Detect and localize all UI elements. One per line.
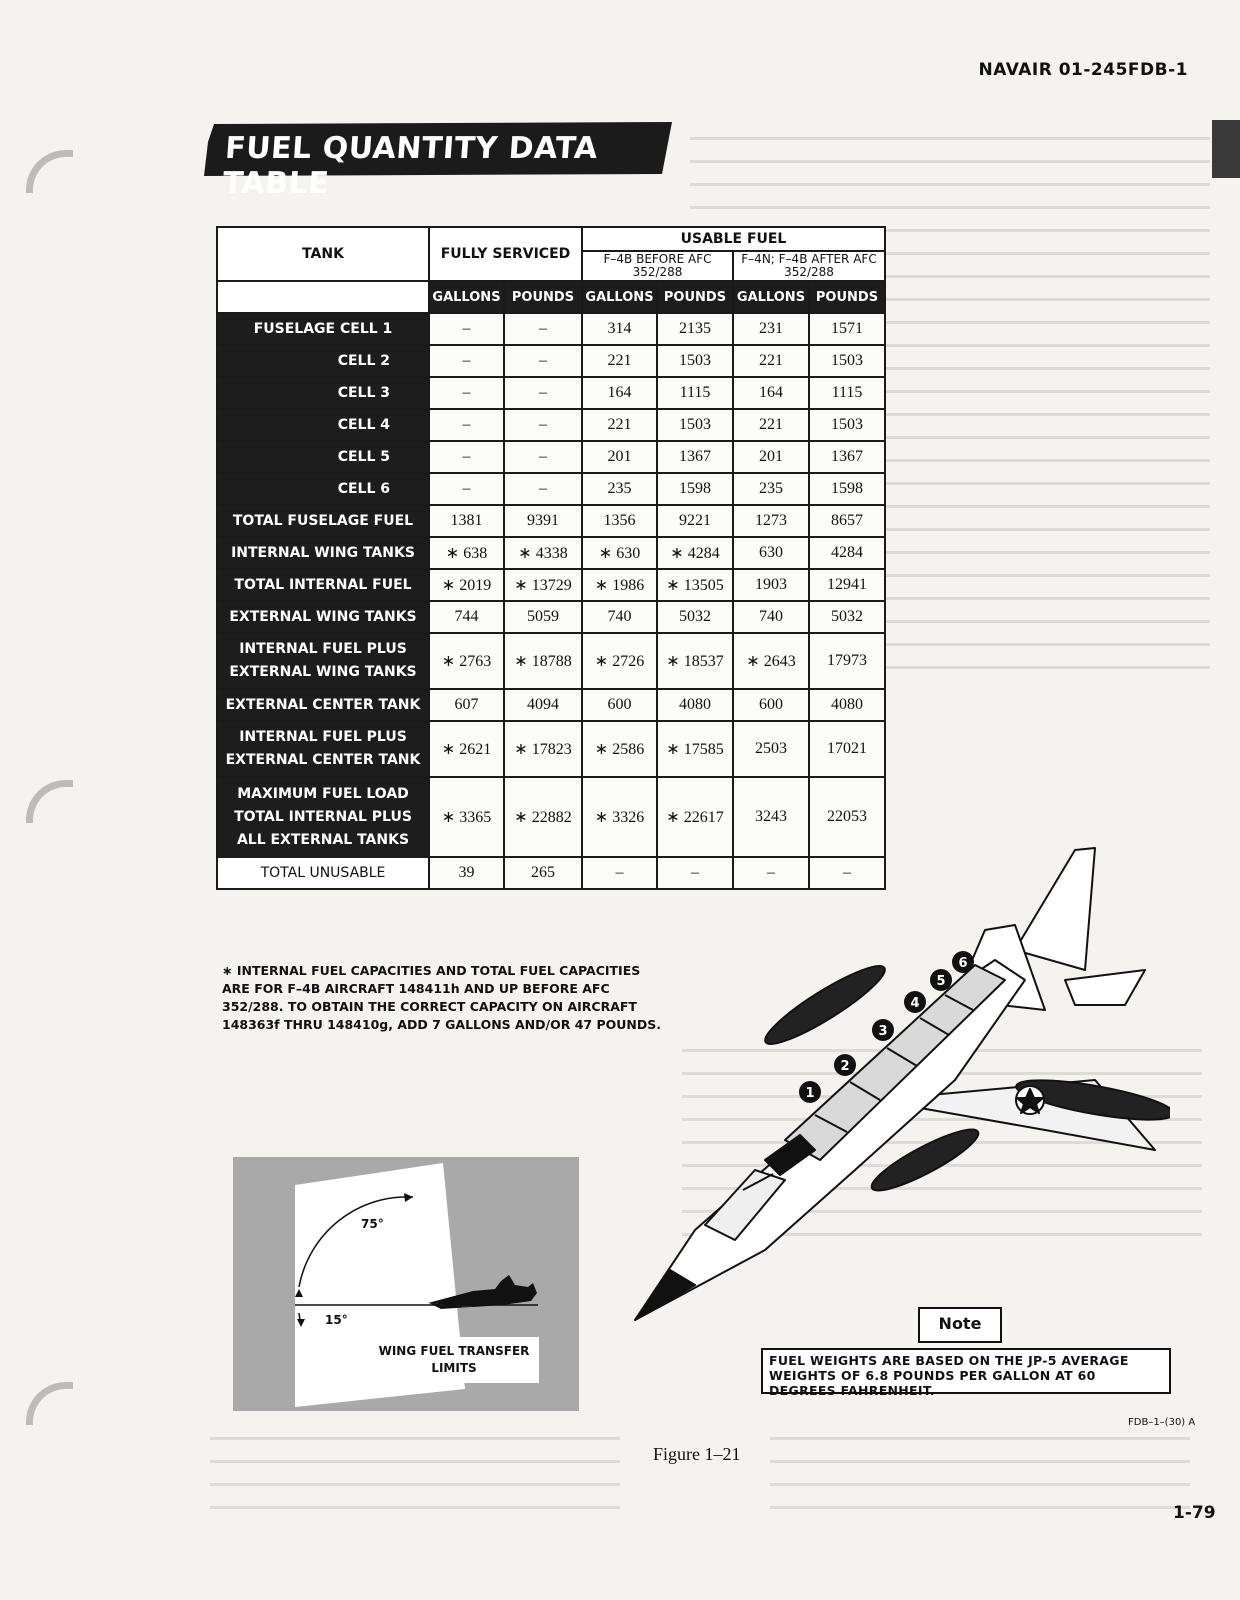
tank-label: INTERNAL WING TANKS <box>217 537 429 569</box>
table-cell: – <box>429 441 504 473</box>
table-cell: 1503 <box>657 409 733 441</box>
table-cell: 164 <box>582 377 657 409</box>
table-cell: 1503 <box>809 345 885 377</box>
figure-caption: Figure 1–21 <box>653 1444 741 1464</box>
table-cell: 740 <box>582 601 657 633</box>
table-cell: ∗ 13505 <box>657 569 733 601</box>
table-row <box>217 633 885 689</box>
table-cell: – <box>429 409 504 441</box>
tank-label-line: INTERNAL FUEL PLUS <box>239 729 407 745</box>
table-cell: 4080 <box>809 689 885 721</box>
tank-label-line: TOTAL INTERNAL PLUS <box>234 808 412 825</box>
table-row <box>217 721 885 777</box>
table-cell: 231 <box>733 313 809 345</box>
tank-label-line: INTERNAL FUEL PLUS <box>239 641 407 657</box>
tank-label <box>217 633 429 689</box>
table-cell: ∗ 18788 <box>504 633 582 689</box>
wing-fuel-transfer-limits-diagram <box>233 1157 579 1411</box>
table-cell: – <box>504 313 582 345</box>
table-cell: ∗ 2586 <box>582 721 657 777</box>
table-cell: ∗ 2763 <box>429 633 504 689</box>
binder-hole <box>26 780 73 823</box>
table-cell: 221 <box>582 409 657 441</box>
table-cell: 1903 <box>733 569 809 601</box>
table-cell: 5032 <box>809 601 885 633</box>
table-cell: 221 <box>582 345 657 377</box>
angle-up-label: 75° <box>361 1217 384 1231</box>
table-cell: ∗ 2019 <box>429 569 504 601</box>
title-text: FUEL QUANTITY DATA TABLE <box>221 131 600 201</box>
table-cell: ∗ 17823 <box>504 721 582 777</box>
table-cell: 314 <box>582 313 657 345</box>
fuel-cell-marker: 4 <box>910 996 920 1011</box>
table-cell: 4284 <box>809 537 885 569</box>
table-cell: – <box>504 345 582 377</box>
table-cell: 1571 <box>809 313 885 345</box>
table-cell: – <box>429 473 504 505</box>
table-cell: 1115 <box>809 377 885 409</box>
page-title <box>204 122 674 201</box>
table-cell: ∗ 2643 <box>733 633 809 689</box>
table-cell: 5059 <box>504 601 582 633</box>
tank-label: CELL 5 <box>217 441 429 473</box>
table-cell: 4094 <box>504 689 582 721</box>
table-cell: 22053 <box>809 777 885 857</box>
table-cell: 39 <box>429 857 504 889</box>
table-cell: 1273 <box>733 505 809 537</box>
table-cell: ∗ 17585 <box>657 721 733 777</box>
binder-hole <box>26 1382 73 1425</box>
table-cell: ∗ 22882 <box>504 777 582 857</box>
table-row <box>217 537 885 569</box>
tank-label: EXTERNAL CENTER TANK <box>217 689 429 721</box>
table-cell: 221 <box>733 345 809 377</box>
tank-label-line: EXTERNAL WING TANKS <box>229 664 417 680</box>
table-row <box>217 409 885 441</box>
table-cell: 3243 <box>733 777 809 857</box>
usable-after-afc-header: F–4N; F–4B AFTER AFC 352/288 <box>733 251 885 281</box>
table-cell: 201 <box>733 441 809 473</box>
table-cell: 201 <box>582 441 657 473</box>
tank-label <box>217 777 429 857</box>
table-cell: 1367 <box>657 441 733 473</box>
fuel-cell-marker: 5 <box>936 974 946 989</box>
table-cell: 235 <box>582 473 657 505</box>
table-row <box>217 313 885 345</box>
table-cell: 1598 <box>809 473 885 505</box>
table-cell: 1381 <box>429 505 504 537</box>
fuel-table-body <box>217 313 885 889</box>
table-cell: 9221 <box>657 505 733 537</box>
table-cell: – <box>504 409 582 441</box>
show-through-text <box>210 1428 620 1528</box>
tank-label-line: ALL EXTERNAL TANKS <box>236 831 410 848</box>
unit-header: GALLONS <box>429 281 504 313</box>
table-cell: – <box>809 857 885 889</box>
fuel-cell-marker: 3 <box>878 1024 888 1039</box>
table-cell: 1503 <box>809 409 885 441</box>
table-cell: – <box>504 441 582 473</box>
table-cell: 17021 <box>809 721 885 777</box>
table-cell: ∗ 18537 <box>657 633 733 689</box>
table-cell: – <box>733 857 809 889</box>
table-cell: ∗ 4284 <box>657 537 733 569</box>
table-cell: 8657 <box>809 505 885 537</box>
wing-transfer-caption <box>369 1337 539 1383</box>
table-cell: – <box>429 377 504 409</box>
table-cell: 4080 <box>657 689 733 721</box>
table-footnote: ∗ INTERNAL FUEL CAPACITIES AND TOTAL FUEL CAPACITIES ARE FOR F–4B AIRCRAFT 148411h AND UP BEFORE AFC 352/288. TO OBTAIN THE CORRECT CAPACITY ON AIRCRAFT 148363f THRU 148410g, ADD 7 GALLONS AND/OR 47 POUNDS. <box>222 963 661 1032</box>
tank-label-line: MAXIMUM FUEL LOAD <box>237 785 409 802</box>
tank-header-spacer <box>217 281 429 313</box>
table-cell: 1356 <box>582 505 657 537</box>
binder-hole <box>26 150 73 193</box>
tank-label: CELL 3 <box>217 377 429 409</box>
f4-aircraft-illustration <box>625 830 1170 1350</box>
table-cell: 12941 <box>809 569 885 601</box>
tank-label: TOTAL INTERNAL FUEL <box>217 569 429 601</box>
table-cell: 600 <box>582 689 657 721</box>
unit-header: GALLONS <box>733 281 809 313</box>
section-tab <box>1212 120 1240 178</box>
fuel-quantity-table <box>216 226 886 890</box>
table-cell: 630 <box>733 537 809 569</box>
table-cell: 1503 <box>657 345 733 377</box>
table-cell: ∗ 4338 <box>504 537 582 569</box>
table-row <box>217 689 885 721</box>
unit-header: POUNDS <box>657 281 733 313</box>
table-cell: 1367 <box>809 441 885 473</box>
fuel-cell-marker: 1 <box>805 1086 815 1101</box>
table-cell: ∗ 2621 <box>429 721 504 777</box>
tank-label: CELL 2 <box>217 345 429 377</box>
fuel-cell-marker: 6 <box>958 956 968 971</box>
table-cell: ∗ 3365 <box>429 777 504 857</box>
table-cell: ∗ 22617 <box>657 777 733 857</box>
table-cell: ∗ 3326 <box>582 777 657 857</box>
tank-label: TOTAL FUSELAGE FUEL <box>217 505 429 537</box>
table-cell: 2503 <box>733 721 809 777</box>
usable-fuel-header: USABLE FUEL <box>582 227 885 251</box>
tank-label: FUSELAGE CELL 1 <box>217 313 429 345</box>
table-cell: – <box>429 313 504 345</box>
table-cell: ∗ 1986 <box>582 569 657 601</box>
table-cell: 1115 <box>657 377 733 409</box>
tank-label: TOTAL UNUSABLE <box>217 857 429 889</box>
table-row <box>217 377 885 409</box>
caption-line: LIMITS <box>431 1361 477 1375</box>
table-cell: ∗ 13729 <box>504 569 582 601</box>
table-cell: ∗ 630 <box>582 537 657 569</box>
note-text: FUEL WEIGHTS ARE BASED ON THE JP-5 AVERAGE WEIGHTS OF 6.8 POUNDS PER GALLON AT 60 DEGREES FAHRENHEIT. <box>761 1348 1171 1394</box>
tank-label: EXTERNAL WING TANKS <box>217 601 429 633</box>
table-row <box>217 441 885 473</box>
table-cell: – <box>504 377 582 409</box>
unit-header: GALLONS <box>582 281 657 313</box>
unit-header: POUNDS <box>504 281 582 313</box>
table-row <box>217 601 885 633</box>
tank-label: CELL 6 <box>217 473 429 505</box>
fuel-cell-marker: 2 <box>840 1059 850 1074</box>
table-cell: 235 <box>733 473 809 505</box>
table-row <box>217 569 885 601</box>
angle-down-label: 15° <box>325 1313 348 1327</box>
table-cell: 607 <box>429 689 504 721</box>
table-cell: 17973 <box>809 633 885 689</box>
tank-label: CELL 4 <box>217 409 429 441</box>
table-cell: 265 <box>504 857 582 889</box>
unit-header: POUNDS <box>809 281 885 313</box>
table-row <box>217 505 885 537</box>
page-number: 1-79 <box>1173 1503 1216 1523</box>
table-cell: 221 <box>733 409 809 441</box>
table-cell: 5032 <box>657 601 733 633</box>
table-cell: 164 <box>733 377 809 409</box>
note-tag: Note <box>918 1307 1002 1343</box>
table-cell: – <box>429 345 504 377</box>
table-cell: – <box>582 857 657 889</box>
tank-label <box>217 721 429 777</box>
table-row <box>217 473 885 505</box>
table-cell: 9391 <box>504 505 582 537</box>
table-cell: – <box>657 857 733 889</box>
table-cell: ∗ 2726 <box>582 633 657 689</box>
figure-code: FDB–1–(30) A <box>1128 1417 1196 1428</box>
table-cell: ∗ 638 <box>429 537 504 569</box>
table-cell: 600 <box>733 689 809 721</box>
table-cell: – <box>504 473 582 505</box>
caption-line: WING FUEL TRANSFER <box>378 1344 530 1358</box>
usable-before-afc-header: F–4B BEFORE AFC 352/288 <box>582 251 733 281</box>
table-cell: 2135 <box>657 313 733 345</box>
document-code: NAVAIR 01-245FDB-1 <box>978 60 1188 80</box>
table-row <box>217 345 885 377</box>
table-cell: 740 <box>733 601 809 633</box>
tank-label-line: EXTERNAL CENTER TANK <box>225 752 421 768</box>
table-cell: 1598 <box>657 473 733 505</box>
table-cell: 744 <box>429 601 504 633</box>
fully-serviced-header: FULLY SERVICED <box>429 227 582 281</box>
tank-header: TANK <box>217 227 429 281</box>
show-through-text <box>770 1428 1190 1528</box>
